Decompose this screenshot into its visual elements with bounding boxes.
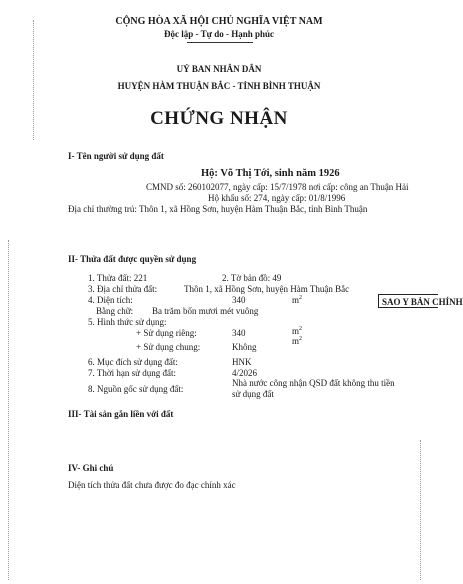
private-unit-text: m [292, 326, 300, 336]
id-card-info: CMND số: 260102077, ngày cấp: 15/7/1978 nơi cấp: công an Thuận Hải [146, 182, 409, 192]
motto: Độc lập - Tự do - Hạnh phúc [163, 29, 274, 39]
section2-heading: II- Thửa đất được quyền sử dụng [68, 254, 197, 264]
certificate-title: CHỨNG NHẬN [150, 108, 288, 129]
usage-form-label: 5. Hình thức sử dụng: [88, 317, 167, 327]
area-label: 4. Diện tích: [88, 295, 133, 305]
private-use-label: + Sử dụng riêng: [136, 328, 197, 338]
scan-artifact-left [8, 240, 9, 580]
map-sheet: 2. Tờ bản đồ: 49 [222, 273, 282, 283]
shared-use-unit [292, 336, 302, 346]
area-words-value: Ba trăm bốn mươi mét vuông [152, 306, 259, 316]
republic-heading: CỘNG HÒA XÃ HỘI CHỦ NGHĨA VIỆT NAM [115, 16, 323, 27]
shared-use-value: Không [232, 342, 257, 352]
permanent-address: Địa chỉ thường trú: Thôn 1, xã Hồng Sơn, huyện Hàm Thuận Bắc, tỉnh Bình Thuận [68, 204, 368, 214]
purpose-label: 6. Mục đích sử dụng đất: [88, 357, 178, 367]
private-use-value: 340 [232, 328, 246, 338]
origin-value-2: sử dụng đất [232, 389, 274, 399]
shared-unit-text: m [292, 336, 300, 346]
term-label: 7. Thời hạn sử dụng đất: [88, 368, 176, 378]
parcel-number: 1. Thửa đất: 221 [88, 273, 148, 283]
area-unit-text: m [292, 295, 300, 305]
scan-artifact-right [420, 440, 421, 580]
section4-heading: IV- Ghi chú [68, 463, 114, 473]
section1-heading: I- Tên người sử dụng đất [68, 151, 164, 161]
copy-certified-stamp: SAO Y BẢN CHÍNH [378, 294, 438, 308]
area-unit [292, 295, 302, 305]
private-use-unit [292, 326, 302, 336]
shared-unit-sup: 2 [299, 336, 303, 342]
purpose-value: HNK [232, 357, 252, 367]
household-info: Hộ khẩu số: 274, ngày cấp: 01/8/1996 [208, 193, 346, 203]
shared-use-label: + Sử dụng chung: [136, 342, 201, 352]
note-text: Diện tích thửa đất chưa được đo đạc chính xác [68, 480, 236, 490]
location-label: 3. Địa chỉ thửa đất: [88, 284, 158, 294]
area-words-label: Bằng chữ: [96, 306, 134, 316]
term-value: 4/2026 [232, 368, 258, 378]
committee-heading: UỶ BAN NHÂN DÂN [176, 64, 262, 74]
area-unit-sup: 2 [299, 295, 303, 301]
location-value: Thôn 1, xã Hồng Sơn, huyện Hàm Thuận Bắc [184, 284, 350, 294]
area-value: 340 [232, 295, 246, 305]
origin-label: 8. Nguồn gốc sử dụng đất: [88, 384, 184, 394]
private-unit-sup: 2 [299, 326, 303, 332]
origin-value-1: Nhà nước công nhận QSD đất không thu tiền [232, 378, 395, 388]
motto-underline [187, 42, 253, 43]
owner-name: Hộ: Võ Thị Tới, sinh năm 1926 [201, 168, 340, 179]
district-heading: HUYỆN HÀM THUẬN BẮC - TỈNH BÌNH THUẬN [117, 81, 321, 91]
section3-heading: III- Tài sản gắn liền với đất [68, 409, 174, 419]
